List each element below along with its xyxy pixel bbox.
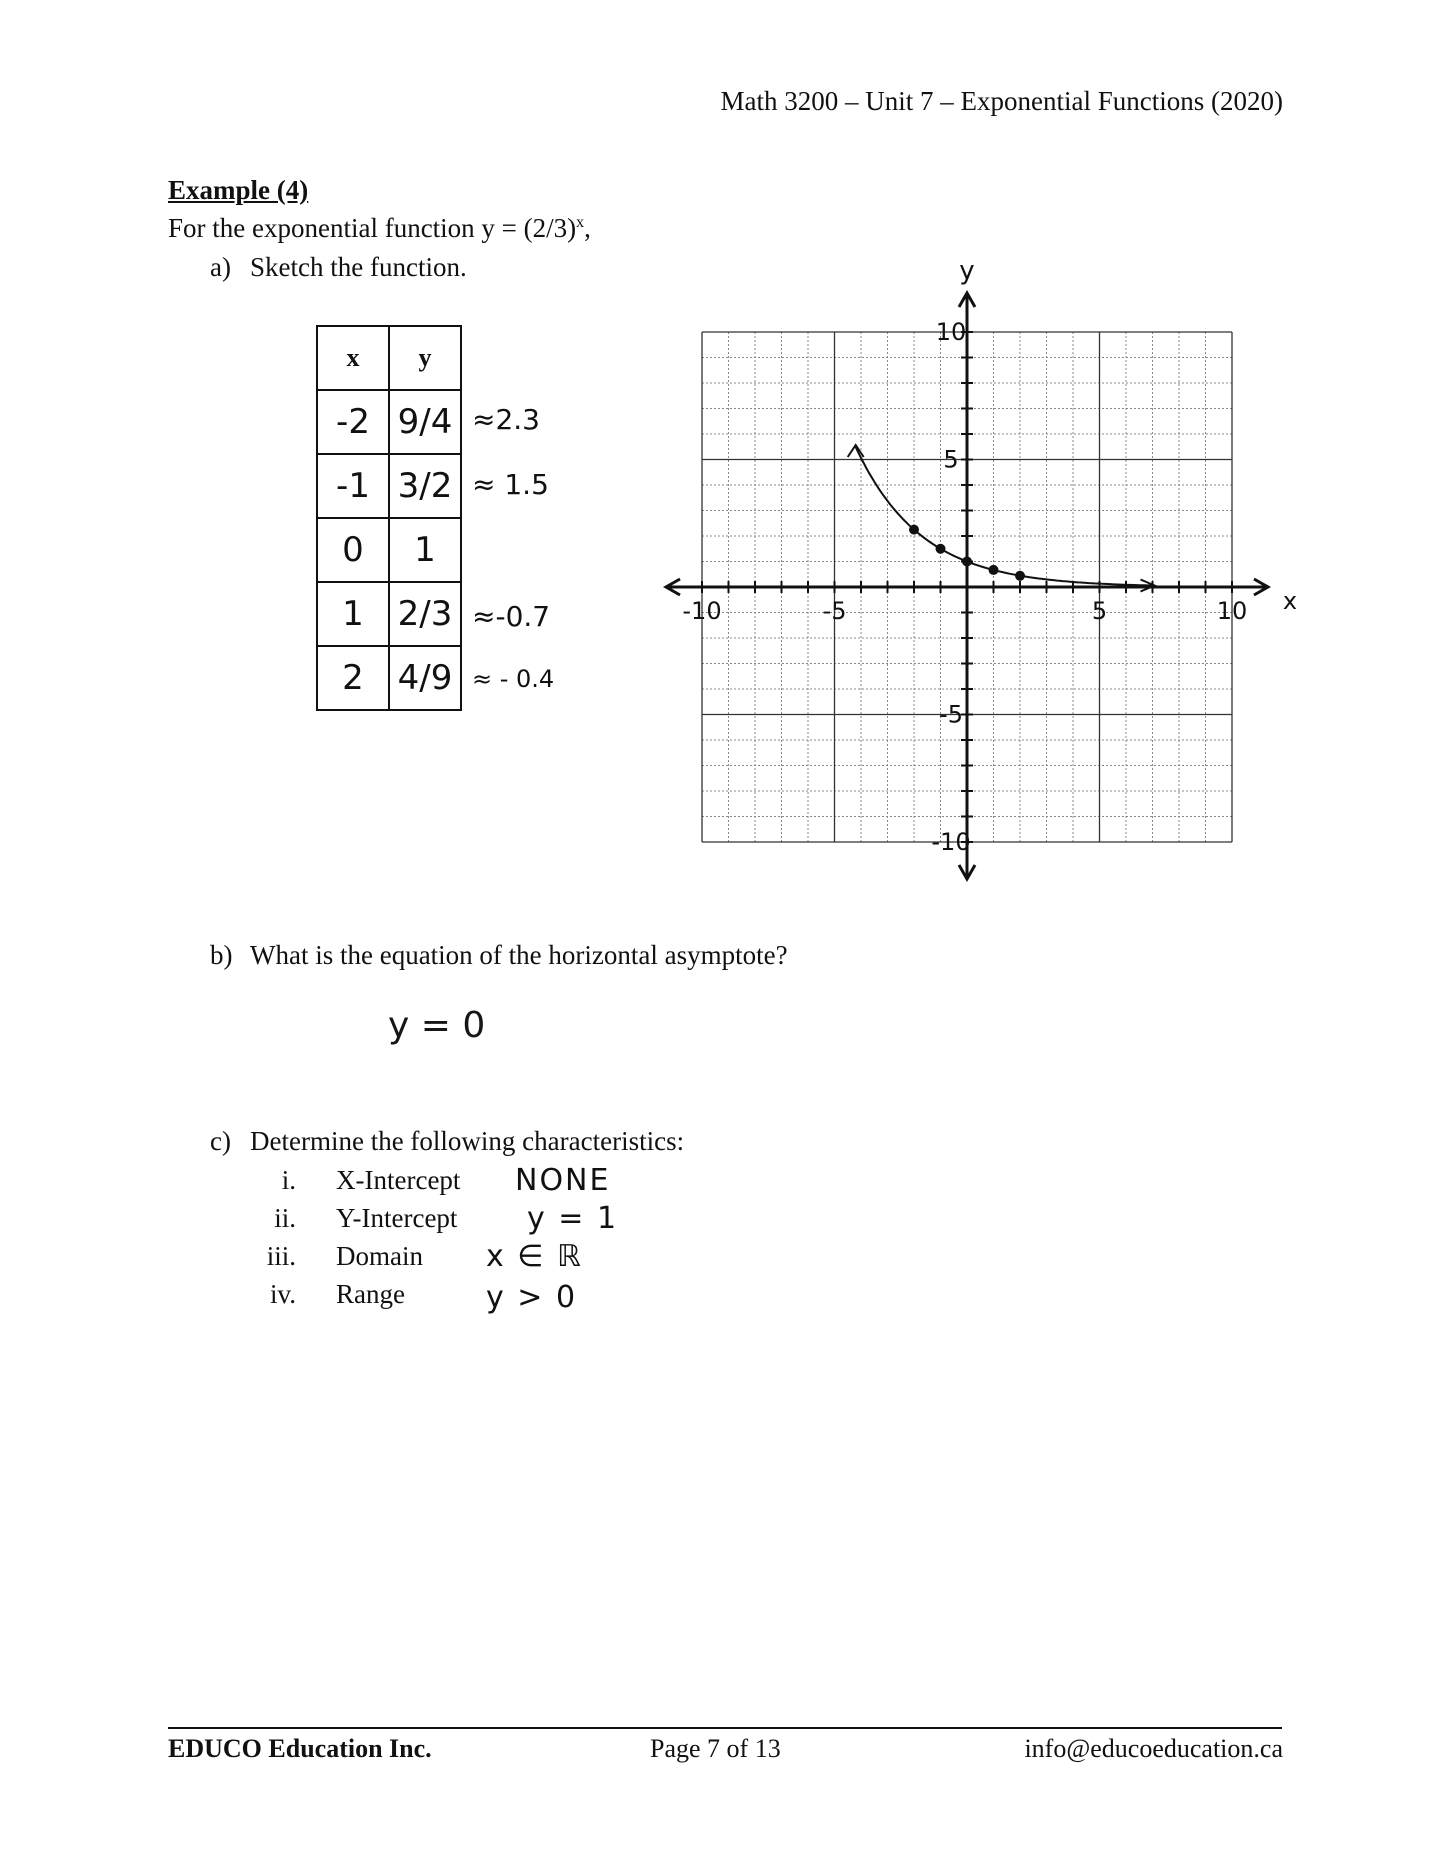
- table-row: [317, 518, 461, 582]
- characteristic-row: ii. Y-Intercept: [274, 1203, 458, 1233]
- table-cell-x: 1: [317, 582, 389, 646]
- y-intercept-answer: y = 1: [527, 1201, 619, 1236]
- x-tick-label: 10: [1216, 597, 1248, 625]
- table-row: [317, 646, 461, 710]
- table-cell-y: 4/9: [389, 646, 461, 710]
- footer-divider: [168, 1727, 1282, 1729]
- x-tick-label: 5: [1091, 597, 1108, 625]
- table-cell-x: -2: [317, 390, 389, 454]
- data-point: [909, 525, 919, 535]
- x-tick-label: -10: [682, 597, 722, 625]
- table-header-row: [317, 326, 461, 390]
- asymptote-answer: y = 0: [388, 1005, 486, 1046]
- table-cell-y: 2/3: [389, 582, 461, 646]
- table-row: [317, 390, 461, 454]
- x-axis-label: x: [1282, 587, 1298, 615]
- y-tick-label: -5: [939, 700, 963, 729]
- x-tick-label: -5: [822, 597, 847, 625]
- example-prompt: For the exponential function $y = (2/3)^x$,: [168, 213, 591, 243]
- table-cell-x: -1: [317, 454, 389, 518]
- characteristic-row: iv. Range: [270, 1279, 405, 1309]
- domain-answer: x ∈ ℝ: [486, 1239, 583, 1274]
- table-row: [317, 454, 461, 518]
- table-cell-x: 2: [317, 646, 389, 710]
- characteristic-row: iii. Domain: [266, 1241, 423, 1271]
- table-row: [317, 582, 461, 646]
- range-answer: y > 0: [486, 1280, 578, 1315]
- approx-note: ≈ - 0.4: [472, 665, 555, 693]
- table-header-x: x: [317, 326, 389, 390]
- curve-arrow-left: [848, 445, 864, 457]
- function-curve: [848, 445, 1155, 592]
- example-title: Example (4): [168, 175, 309, 205]
- page-header-title: Math 3200 – Unit 7 – Exponential Functions (2020): [720, 86, 1283, 116]
- data-point: [989, 565, 999, 575]
- part-b-question: b) What is the equation of the horizontal asymptote?: [210, 940, 788, 970]
- x-intercept-answer: NONE: [515, 1163, 611, 1198]
- y-tick-label: -10: [931, 828, 971, 856]
- footer-page-number: Page 7 of 13: [650, 1734, 781, 1763]
- approx-note: ≈-0.7: [472, 600, 551, 633]
- table-cell-y: 9/4: [389, 390, 461, 454]
- function-curve-path: [856, 447, 1153, 586]
- table-cell-y: 3/2: [389, 454, 461, 518]
- data-point: [962, 557, 972, 567]
- approx-note: ≈ 1.5: [472, 468, 549, 501]
- table-header-y: y: [389, 326, 461, 390]
- characteristic-row: i. X-Intercept: [281, 1165, 461, 1195]
- part-c-question: c) Determine the following characteristics:: [210, 1126, 685, 1156]
- y-axis-label: y: [959, 256, 975, 286]
- data-point: [936, 544, 946, 554]
- graph-chart: [660, 255, 1320, 895]
- footer-company: EDUCO Education Inc.: [168, 1734, 432, 1763]
- table-cell-x: 0: [317, 518, 389, 582]
- approx-note: ≈2.3: [472, 403, 540, 436]
- table-cell-y: 1: [389, 518, 461, 582]
- part-a-question: a) Sketch the function.: [210, 252, 467, 282]
- y-tick-label: 5: [943, 445, 959, 474]
- data-point: [1015, 571, 1025, 581]
- footer-email: info@educoeducation.ca: [1024, 1734, 1283, 1763]
- values-table: [316, 325, 462, 711]
- y-tick-label: 10: [935, 318, 967, 346]
